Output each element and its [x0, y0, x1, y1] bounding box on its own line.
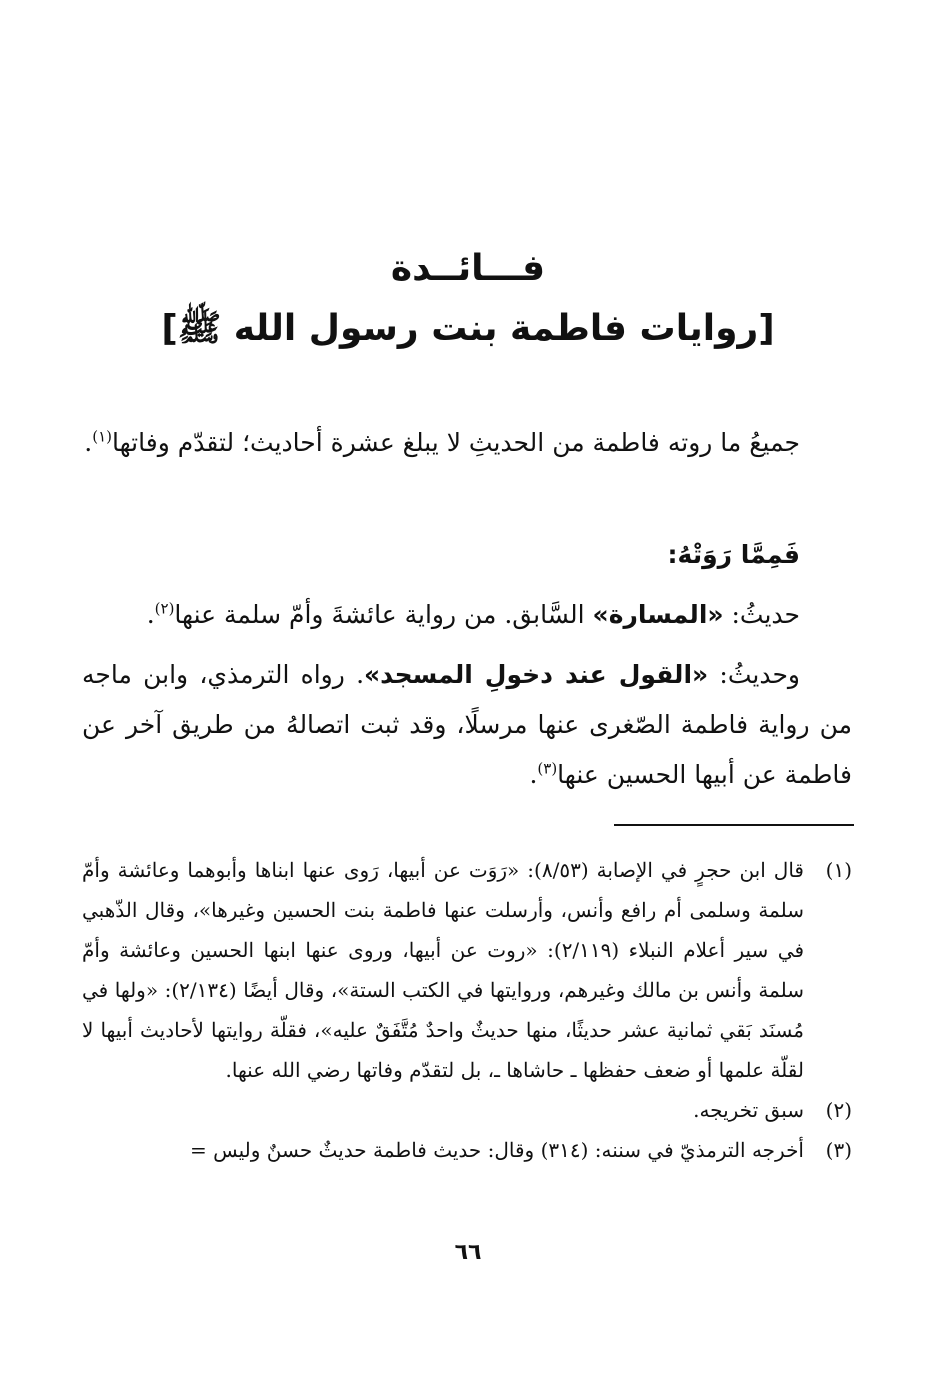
footnotes [82, 850, 852, 1170]
paragraph-2-rest: السَّابق. من رواية عائشةَ وأمّ سلمة عنها [174, 600, 593, 629]
paragraph-3 [82, 650, 852, 800]
footnote-ref-3[interactable]: (٣) [537, 759, 558, 778]
paragraph-3-prefix: وحديثُ: [708, 660, 800, 689]
footnote-text: أخرجه الترمذيّ في سننه: (٣١٤) وقال: حديث فاطمة حديثٌ حسنٌ وليس = [190, 1138, 804, 1162]
paragraph-1-text: جميعُ ما روته فاطمة من الحديثِ لا يبلغ عشرة أحاديث؛ لتقدّم وفاتها [112, 428, 800, 457]
footnote-ref-1[interactable]: (١) [92, 427, 113, 446]
page-number: ٦٦ [454, 1240, 482, 1265]
page-subtitle: [روايات فاطمة بنت رسول الله ﷺ] [161, 308, 775, 349]
footnote-2 [82, 1090, 852, 1130]
paragraph-2 [82, 590, 852, 640]
footnote-text: قال ابن حجرٍ في الإصابة (٨/٥٣): «رَوَت عن أبيها، رَوى عنها ابناها وأبوهما وعائشة وأمّ سلمة وسلمى أم رافع وأنس، وأرسلت عنها فاطمة بنت الحسين وغيرها»، وقال الذّهبي في سير أعلام النبلاء (٢/١١٩): «روت عن أبيها، وروى عنها ابنها الحسين وعائشة وأمّ سلمة وأنس بن مالك وغيرهم، وروايتها في الكتب الستة»، وقال أيضًا (٢/١٣٤): «ولها في مُسنَد بَقي ثمانية عشر حديثًا، منها حديثٌ واحدٌ مُتَّفَقٌ عليه»، فقلّة روايتها لأحاديث أبيها لا لقلّة علمها أو ضعف حفظها ـ حاشاها ـ، بل لتقدّم وفاتها رضي الله عنها. [82, 858, 805, 1082]
paragraph-2-end: . [146, 600, 155, 629]
footnote-number: (٣) [825, 1138, 852, 1162]
section-heading-narrations: فَمِمَّا رَوَتْهُ: [667, 540, 800, 569]
paragraph-3-rest: . رواه الترمذي، وابن ماجه من رواية فاطمة الصّغرى عنها مرسلًا، وقد ثبت اتصالهُ من طريق آخر عن فاطمة عن أبيها الحسين عنها [82, 660, 852, 789]
footnote-divider [614, 824, 854, 826]
footnote-ref-2[interactable]: (٢) [154, 599, 175, 618]
footnote-3 [82, 1130, 852, 1170]
footnote-number: (١) [825, 858, 852, 882]
paragraph-1-end: . [84, 428, 93, 457]
paragraph-3-end: . [529, 760, 538, 789]
paragraph-1 [82, 418, 852, 468]
footnote-number: (٢) [825, 1098, 852, 1122]
footnote-text: سبق تخريجه. [693, 1098, 804, 1122]
hadith-title-masjid: «القول عند دخولِ المسجد» [364, 660, 709, 689]
footnote-1 [82, 850, 852, 1090]
page-title: فـــائــدة [390, 248, 546, 289]
hadith-title-musarra: «المسارة» [592, 600, 724, 629]
paragraph-2-prefix: حديثُ: [723, 600, 800, 629]
